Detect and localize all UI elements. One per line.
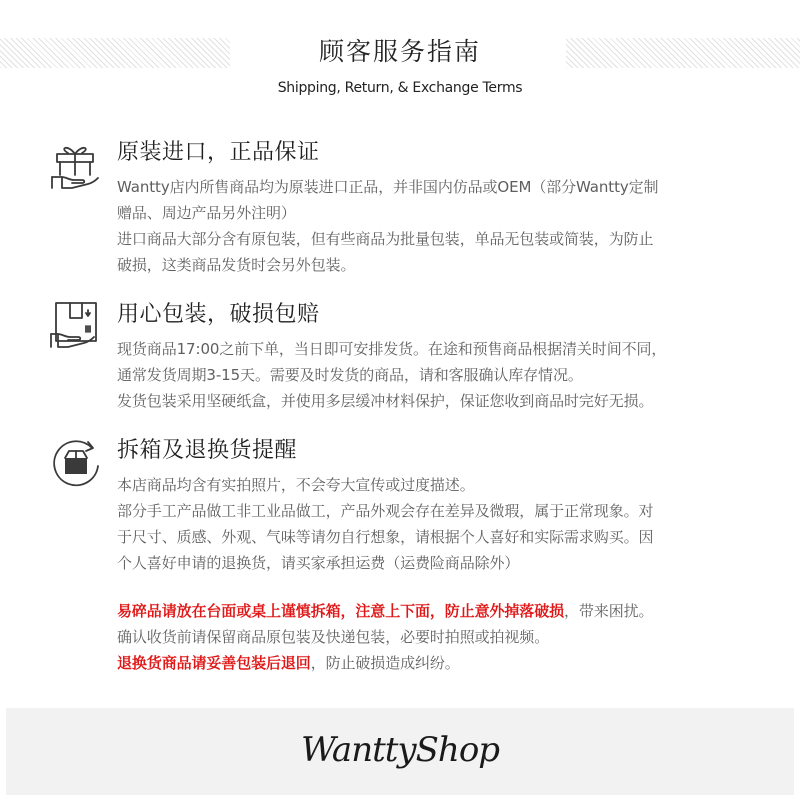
body-line: 破损，这类商品发货时会另外包装。 xyxy=(117,256,356,274)
body-line: 现货商品17:00之前下单，当日即可安排发货。在途和预售商品根据清关时间不同， xyxy=(117,340,667,358)
body-line: 个人喜好申请的退换货，请买家承担运费（运费险商品除外） xyxy=(117,554,520,572)
unboxing-notice xyxy=(117,598,777,676)
notice-fragile-warning: 易碎品请放在台面或桌上谨慎拆箱，注意上下面，防止意外掉落破损 xyxy=(117,602,565,620)
notice-line-return xyxy=(117,650,777,676)
package-box-icon xyxy=(48,300,104,356)
section-heading: 拆箱及退换货提醒 xyxy=(117,438,298,463)
body-line: 于尺寸、质感、外观、气味等请勿自行想象，请根据个人喜好和实际需求购买。因 xyxy=(117,528,654,546)
body-line: 通常发货周期3-15天。需要及时发货的商品，请和客服确认库存情况。 xyxy=(117,366,583,384)
body-line: 赠品、周边产品另外注明） xyxy=(117,204,296,222)
notice-return-rest: ，防止破损造成纠纷。 xyxy=(310,654,460,672)
notice-line-keep-packaging: 确认收货前请保留商品原包装及快递包装，必要时拍照或拍视频。 xyxy=(117,628,550,646)
gift-hand-icon xyxy=(48,138,104,194)
section-heading: 原装进口，正品保证 xyxy=(117,140,320,165)
return-box-icon xyxy=(48,436,104,492)
section-body xyxy=(117,336,757,414)
wantty-shop-logo: WanttyShop xyxy=(300,730,500,770)
notice-line-fragile xyxy=(117,598,777,624)
body-line: 进口商品大部分含有原包装，但有些商品为批量包装，单品无包装或简装，为防止 xyxy=(117,230,654,248)
page-subtitle: Shipping, Return, & Exchange Terms xyxy=(277,80,523,96)
notice-return-warning: 退换货商品请妥善包装后退回 xyxy=(117,654,311,672)
section-body xyxy=(117,174,757,278)
section-body xyxy=(117,472,757,576)
body-line: 部分手工产品做工非工业品做工，产品外观会存在差异及微瑕，属于正常现象。对 xyxy=(117,502,654,520)
body-line: Wantty店内所售商品均为原装进口正品，并非国内仿品或OEM（部分Wantty定制 xyxy=(117,178,659,196)
footer-banner xyxy=(6,708,794,795)
section-heading: 用心包装，破损包赔 xyxy=(117,302,320,327)
body-line: 发货包装采用坚硬纸盒，并使用多层缓冲材料保护，保证您收到商品时完好无损。 xyxy=(117,392,654,410)
body-line: 本店商品均含有实拍照片，不会夸大宣传或过度描述。 xyxy=(117,476,475,494)
notice-fragile-rest: ，带来困扰。 xyxy=(564,602,654,620)
page-title: 顾客服务指南 xyxy=(318,37,481,66)
